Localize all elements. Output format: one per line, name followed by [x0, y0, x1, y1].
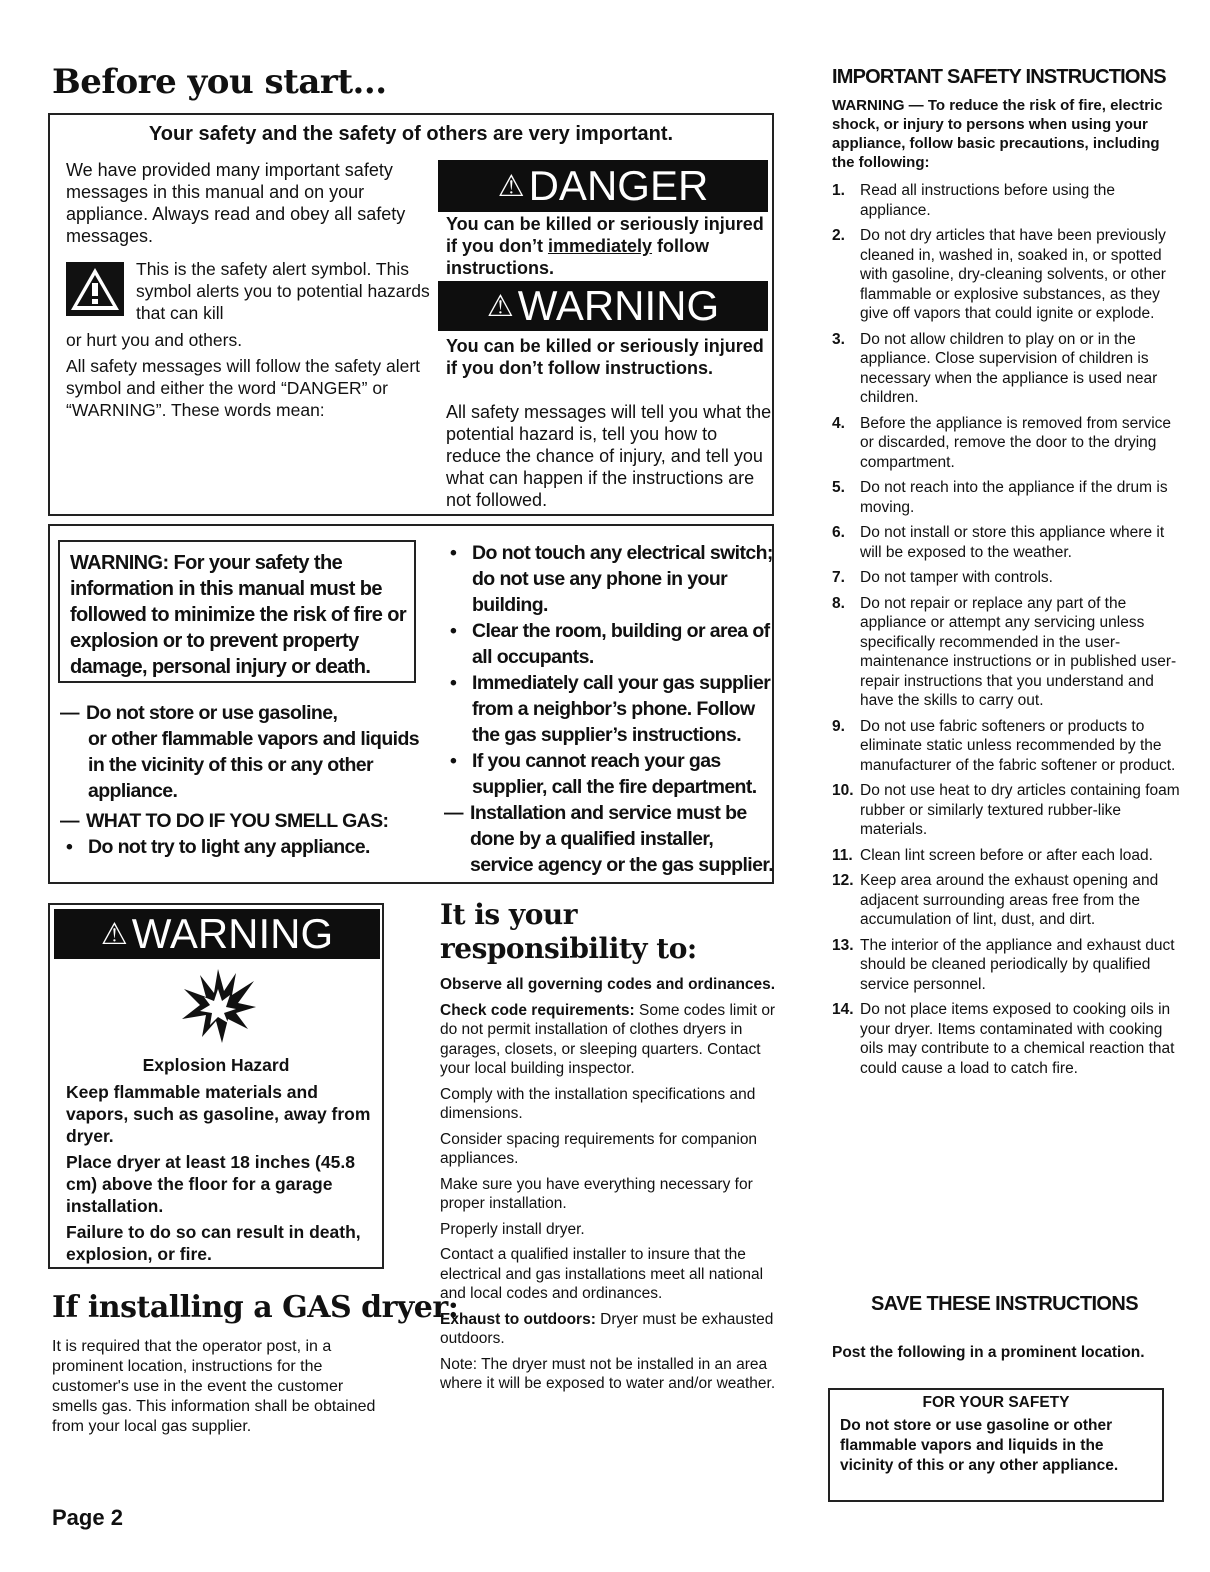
safety-instruction-item: [832, 781, 1182, 840]
instruction-number: 3.: [832, 330, 845, 348]
instruction-number: 14.: [832, 1001, 854, 1018]
explosion-line: Keep flammable materials and vapors, such as gasoline, away from dryer.: [66, 1082, 371, 1146]
instruction-number: 6.: [832, 524, 845, 541]
instruction-text: Do not tamper with controls.: [860, 569, 1053, 586]
important-safety-warning: WARNING — To reduce the risk of fire, electric shock, or injury to persons when using your appliance, follow basic precautions, including the following:: [832, 97, 1163, 171]
danger-text-a: You can be killed or seriously injured if you don’t: [446, 214, 764, 256]
gas-dash-item: [60, 808, 430, 834]
gas-right-column: [444, 540, 774, 878]
danger-signal-bar: [438, 160, 768, 212]
safety-instruction-item: [832, 478, 1182, 517]
danger-text-emph: immediately: [547, 236, 653, 256]
safety-instruction-item: [832, 226, 1182, 324]
safety-instruction-item: [832, 717, 1182, 776]
responsibility-body: [440, 975, 790, 1400]
instruction-text: Do not allow children to play on or in the appliance. Close supervision of children is necessary when the appliance is used near children.: [860, 330, 1158, 406]
warning-label: WARNING: [517, 282, 720, 329]
instruction-number: 5.: [832, 479, 845, 496]
explosion-icon: [178, 967, 258, 1047]
safety-instruction-item: [832, 871, 1182, 930]
gas-dash1-rest: or other flammable vapors and liquids in the vicinity of this or any other appliance.: [88, 728, 420, 802]
instruction-number: 8.: [832, 594, 845, 612]
resp-paragraph: Properly install dryer.: [440, 1220, 585, 1238]
dash-mark: —: [60, 702, 79, 724]
instruction-text: Before the appliance is removed from service or discarded, remove the door to the drying compartment.: [860, 414, 1172, 471]
safety-instruction-item: [832, 568, 1182, 588]
instruction-number: 1.: [832, 182, 845, 199]
gas-warning-text: WARNING: For your safety the information in this manual must be followed to minimize the risk of fire or explosion or to prevent property damage, personal injury or death.: [70, 552, 407, 678]
safety-box: [48, 113, 774, 516]
for-your-safety-body: Do not store or use gasoline or other flammable vapors and liquids in the vicinity of this or any other appliance.: [840, 1417, 1119, 1474]
alert-symbol-text: This is the safety alert symbol. This symbol alerts you to potential hazards that can kill: [136, 259, 430, 323]
warning-triangle-icon: ⚠: [100, 917, 128, 951]
warning-triangle-icon: ⚠: [497, 169, 525, 203]
gas-dash3: Installation and service must be done by a qualified installer, service agency or the gas supplier.: [470, 802, 774, 876]
warning-text: You can be killed or seriously injured if you don’t follow instructions.: [446, 336, 764, 378]
danger-label: DANGER: [528, 162, 709, 209]
explosion-line: Failure to do so can result in death, explosion, or fire.: [66, 1222, 361, 1264]
instruction-text: Do not use heat to dry articles containing foam rubber or similarly textured rubber-like materials.: [860, 782, 1180, 838]
resp-paragraph: Make sure you have everything necessary for proper installation.: [440, 1175, 753, 1212]
safety-instruction-item: [832, 330, 1182, 408]
instruction-number: 13.: [832, 936, 854, 954]
instruction-text: Do not dry articles that have been previously cleaned in, washed in, soaked in, or spotted with gasoline, dry-cleaning solvents, or other flammable or explosive substances, as they give off vapors that could ignite or explode.: [860, 227, 1166, 322]
resp-paragraph: Consider spacing requirements for companion appliances.: [440, 1130, 758, 1167]
safety-instruction-item: [832, 1000, 1182, 1078]
safety-instruction-item: [832, 414, 1182, 473]
important-safety-title: IMPORTANT SAFETY INSTRUCTIONS: [832, 66, 1166, 88]
explosion-hazard-title: Explosion Hazard: [142, 1055, 290, 1075]
instruction-text: Read all instructions before using the appliance.: [860, 182, 1116, 219]
instruction-number: 4.: [832, 414, 845, 432]
warning-body: All safety messages will tell you what the potential hazard is, tell you how to reduce the chance of injury, and tell you what can happen if the instructions are not followed.: [446, 402, 772, 510]
explosion-line: Place dryer at least 18 inches (45.8 cm) above the floor for a garage installation.: [66, 1152, 355, 1216]
danger-text: [446, 213, 776, 279]
instruction-number: 12.: [832, 872, 854, 889]
gas-dash2: WHAT TO DO IF YOU SMELL GAS:: [86, 810, 389, 832]
resp-bold-lead: Check code requirements:: [440, 1001, 635, 1019]
safety-instruction-item: [832, 594, 1182, 711]
explosion-hazard-body: [66, 1081, 376, 1269]
post-notice-text: Post the following in a prominent location.: [832, 1344, 1145, 1361]
danger-text-b: follow instructions.: [446, 236, 710, 278]
resp-bold-lead: Exhaust to outdoors:: [440, 1310, 596, 1328]
resp-paragraph: Observe all governing codes and ordinances.: [440, 976, 776, 993]
gas-dash1-first: Do not store or use gasoline,: [86, 702, 338, 724]
safety-instruction-item: [832, 936, 1182, 995]
gas-bullet-item: • Immediately call your gas supplier from a neighbor’s phone. Follow the gas supplier’s instructions.: [444, 670, 774, 748]
safety-follow-text: All safety messages will follow the safety alert symbol and either the word “DANGER” or “WARNING”. These words mean:: [66, 356, 421, 420]
instruction-text: Do not use fabric softeners or products to eliminate static unless recommended by the manufacturer of the fabric softener or product.: [860, 717, 1176, 774]
gas-bullet-item: • Clear the room, building or area of all occupants.: [444, 618, 774, 670]
resp-paragraph: Note: The dryer must not be installed in an area where it will be exposed to water and/or weather.: [440, 1355, 776, 1392]
instruction-text: Do not repair or replace any part of the appliance or attempt any servicing unless specifically recommended in the user-maintenance instructions or in published user-repair instructions that you understand and have the skills to carry out.: [860, 594, 1177, 709]
responsibility-heading: It is your responsibility to:: [440, 898, 697, 965]
safety-intro: We have provided many important safety messages in this manual and on your appliance. Always read and obey all safety messages.: [66, 160, 406, 246]
gas-warning-inner-box: [58, 540, 416, 683]
alert-symbol-tail: or hurt you and others.: [66, 330, 243, 350]
warning-triangle-icon: ⚠: [486, 289, 514, 323]
explosion-warning-box: [48, 903, 384, 1269]
instruction-number: 11.: [832, 846, 853, 864]
gas-dryer-heading: If installing a GAS dryer:: [52, 1290, 459, 1325]
explosion-warning-bar: [54, 909, 380, 959]
resp-text: Dryer must be exhausted outdoors.: [440, 1310, 774, 1347]
gas-bullet-item: • Do not touch any electrical switch; do not use any phone in your building.: [444, 540, 774, 618]
important-safety-list: [832, 181, 1182, 1084]
save-instructions-title: SAVE THESE INSTRUCTIONS: [871, 1293, 1138, 1315]
resp-paragraph: Comply with the installation specifications and dimensions.: [440, 1085, 756, 1122]
instruction-number: 7.: [832, 569, 845, 586]
safety-instruction-item: [832, 846, 1182, 866]
gas-bullet-item: • If you cannot reach your gas supplier, call the fire department.: [444, 748, 774, 800]
resp-text: Some codes limit or do not permit installation of clothes dryers in garages, closets, or sleeping quarters. Contact your local building inspector.: [440, 1001, 776, 1077]
gas-dash-item: [60, 700, 430, 726]
instruction-number: 2.: [832, 227, 845, 244]
instruction-text: Do not install or store this appliance where it will be exposed to the weather.: [860, 524, 1165, 561]
resp-paragraph: Contact a qualified installer to insure that the electrical and gas installations meet all national and local codes and ordinances.: [440, 1246, 764, 1302]
instruction-number: 10.: [832, 782, 854, 799]
gas-dryer-text: It is required that the operator post, in a prominent location, instructions for the customer's use in the event the customer smells gas. This information shall be obtained from your local gas supplier.: [52, 1338, 376, 1435]
instruction-text: Do not place items exposed to cooking oils in your dryer. Items contaminated with cooking oils may contribute to a chemical reaction that could cause a load to catch fire.: [860, 1001, 1175, 1077]
dash-mark: —: [444, 802, 463, 824]
gas-left-column: [60, 700, 430, 860]
instruction-text: Do not reach into the appliance if the drum is moving.: [860, 479, 1168, 516]
warning-signal-bar: [438, 281, 768, 331]
safety-instruction-item: [832, 181, 1182, 220]
instruction-text: The interior of the appliance and exhaust duct should be cleaned periodically by qualified service personnel.: [860, 936, 1175, 993]
page-title: Before you start...: [52, 62, 387, 102]
resp-paragraph: [440, 1001, 790, 1079]
instruction-number: 9.: [832, 717, 845, 735]
for-your-safety-title: FOR YOUR SAFETY: [922, 1394, 1070, 1411]
instruction-text: Keep area around the exhaust opening and adjacent surrounding areas free from the accumulation of lint, dust, and dirt.: [860, 872, 1159, 928]
explosion-warning-label: WARNING: [131, 910, 334, 957]
gas-warning-box: [48, 524, 774, 884]
page-number: Page 2: [52, 1505, 123, 1530]
gas-bullet-item: • Do not try to light any appliance.: [60, 834, 430, 860]
gas-dash-item: [444, 800, 774, 878]
resp-paragraph: [440, 1310, 790, 1349]
instruction-text: Clean lint screen before or after each load.: [860, 846, 1153, 864]
safety-heading: Your safety and the safety of others are very important.: [148, 123, 674, 145]
safety-instruction-item: [832, 523, 1182, 562]
for-your-safety-box: [828, 1388, 1164, 1502]
safety-alert-triangle-icon: [66, 262, 124, 316]
dash-mark: —: [60, 810, 79, 832]
